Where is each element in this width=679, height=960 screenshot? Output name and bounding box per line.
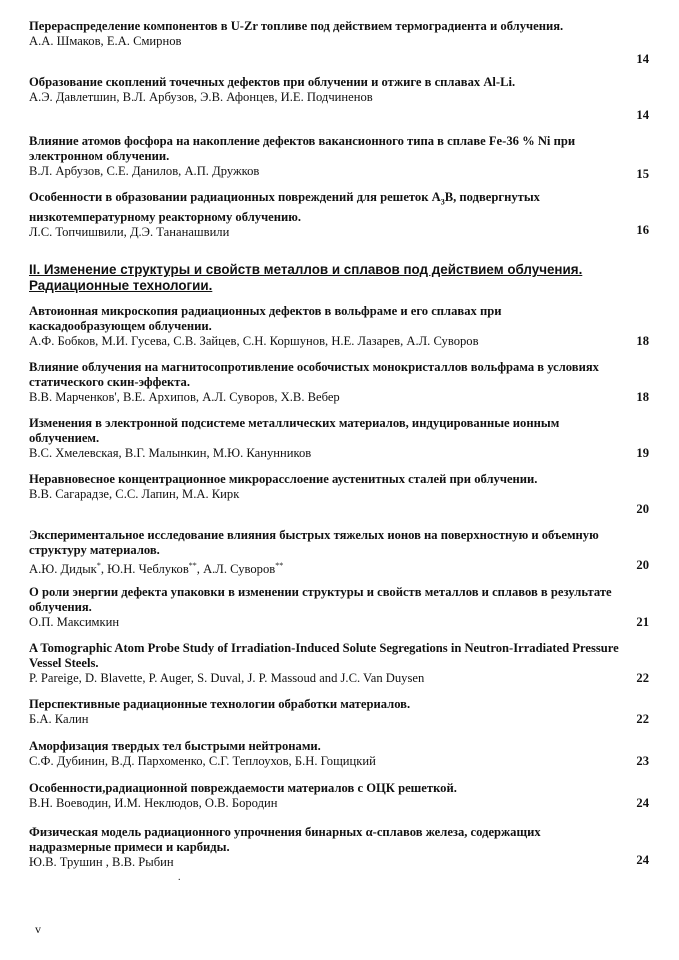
- entry-page: 22: [636, 671, 649, 685]
- entry-authors: В.Н. Воеводин, И.М. Неклюдов, О.В. Бородин: [29, 796, 278, 810]
- entry-page: 21: [636, 615, 649, 629]
- entry-title: Перераспределение компонентов в U-Zr топливе под действием термоградиента и облучения.: [29, 19, 564, 33]
- toc-entry: [29, 585, 649, 630]
- entry-authors: В.С. Хмелевская, В.Г. Малынкин, М.Ю. Канунников: [29, 446, 312, 460]
- entry-title: Перспективные радиационные технологии обработки материалов.: [29, 697, 411, 711]
- stray-mark: .: [178, 872, 181, 883]
- affiliation-mark: *: [96, 561, 101, 570]
- toc-entry: [29, 190, 649, 240]
- toc-entry: [29, 528, 649, 577]
- entry-title: Изменения в электронной подсистеме металлических материалов, индуцированные ионным облучением.: [29, 416, 560, 445]
- entry-title-suffix: B, подвергнутых низкотемпературному реакторному облучению.: [29, 190, 540, 224]
- toc-entry: [29, 19, 649, 66]
- toc-entry: [29, 134, 649, 179]
- entry-title: Физическая модель радиационного упрочнения бинарных α-сплавов железа, содержащих надразмерные примеси и карбиды.: [29, 825, 541, 854]
- entry-authors: Б.А. Калин: [29, 712, 89, 726]
- entry-page: 14: [636, 108, 649, 122]
- entry-title: Образование скоплений точечных дефектов при облучении и отжиге в сплавах Al-Li.: [29, 75, 516, 89]
- entry-page: 18: [636, 390, 649, 404]
- entry-page: 19: [636, 446, 649, 460]
- toc-entry: [29, 360, 649, 405]
- entry-page: 14: [636, 52, 649, 66]
- entry-page: 23: [636, 754, 649, 768]
- entry-authors: С.Ф. Дубинин, В.Д. Пархоменко, С.Г. Теплоухов, Б.Н. Гощицкий: [29, 754, 376, 768]
- entry-authors: В.В. Марченков', В.Е. Архипов, А.Л. Суворов, Х.В. Вебер: [29, 390, 340, 404]
- entry-title: Экспериментальное исследование влияния быстрых тяжелых ионов на поверхностную и объемную структуру материалов.: [29, 528, 599, 557]
- entry-authors: [29, 558, 599, 577]
- toc-entry: [29, 739, 649, 769]
- entry-authors: А.Э. Давлетшин, В.Л. Арбузов, Э.В. Афонцев, И.Е. Подчиненов: [29, 90, 373, 104]
- entry-page: 20: [636, 502, 649, 516]
- toc-entry: [29, 641, 649, 686]
- subscript: 3: [440, 197, 445, 207]
- entry-authors: В.Л. Арбузов, С.Е. Данилов, А.П. Дружков: [29, 164, 260, 178]
- affiliation-mark: **: [275, 561, 284, 570]
- entry-authors: Ю.В. Трушин , В.В. Рыбин: [29, 855, 174, 869]
- entry-title-prefix: Особенности в образовании радиационных повреждений для решеток A: [29, 190, 441, 204]
- entry-page: 20: [636, 558, 649, 572]
- entry-authors: Л.С. Топчишвили, Д.Э. Тананашвили: [29, 224, 230, 239]
- toc-entry: [29, 472, 649, 516]
- toc-entry: [29, 75, 649, 122]
- toc-entry: [29, 416, 649, 461]
- entry-title: Автоионная микроскопия радиационных дефектов в вольфраме и его сплавах при каскадообразующем облучении.: [29, 304, 502, 333]
- entry-title: Особенности,радиационной повреждаемости материалов с ОЦК решеткой.: [29, 781, 457, 795]
- entry-title: A Tomographic Atom Probe Study of Irradiation-Induced Solute Segregations in Neutron-Irradiated Pressure Vessel Steels.: [29, 641, 619, 670]
- entry-title: [29, 190, 619, 225]
- entry-title: О роли энергии дефекта упаковки в изменении структуры и свойств металлов и сплавов в результате облучения.: [29, 585, 612, 614]
- author: А.Ю. Дидык: [29, 562, 97, 577]
- author: , А.Л. Суворов: [196, 562, 276, 577]
- entry-authors: А.А. Шмаков, Е.А. Смирнов: [29, 34, 182, 48]
- entry-page: 24: [636, 853, 649, 867]
- entry-authors: В.В. Сагарадзе, С.С. Лапин, М.А. Кирк: [29, 487, 240, 501]
- entry-title: Аморфизация твердых тел быстрыми нейтронами.: [29, 739, 321, 753]
- entry-title: Влияние атомов фосфора на накопление дефектов вакансионного типа в сплаве Fe-36 % Ni при электронном облучении.: [29, 134, 576, 163]
- entry-authors: А.Ф. Бобков, М.И. Гусева, С.В. Зайцев, С.Н. Коршунов, Н.Е. Лазарев, А.Л. Суворов: [29, 334, 479, 348]
- entry-authors: P. Pareige, D. Blavette, P. Auger, S. Duval, J. P. Massoud and J.C. Van Duysen: [29, 671, 425, 685]
- affiliation-mark: **: [188, 561, 197, 570]
- entry-authors: О.П. Максимкин: [29, 615, 120, 629]
- author: , Ю.Н. Чеблуков: [100, 562, 189, 577]
- section-heading: II. Изменение структуры и свойств металлов и сплавов под действием облучения. Радиационные технологии.: [29, 262, 583, 293]
- entry-page: 22: [636, 712, 649, 726]
- entry-title: Неравновесное концентрационное микрорасслоение аустенитных сталей при облучении.: [29, 472, 538, 486]
- entry-page: 18: [636, 334, 649, 348]
- toc-entry: [29, 697, 649, 727]
- page-folio: v: [35, 922, 41, 936]
- entry-page: 15: [636, 167, 649, 181]
- entry-page: 24: [636, 796, 649, 810]
- entry-title: Влияние облучения на магнитосопротивление особочистых монокристаллов вольфрама в условиях статического скин-эффекта.: [29, 360, 599, 389]
- toc-entry: [29, 825, 649, 870]
- toc-entry: [29, 781, 649, 811]
- entry-page: 16: [636, 223, 649, 237]
- toc-entry: [29, 304, 649, 349]
